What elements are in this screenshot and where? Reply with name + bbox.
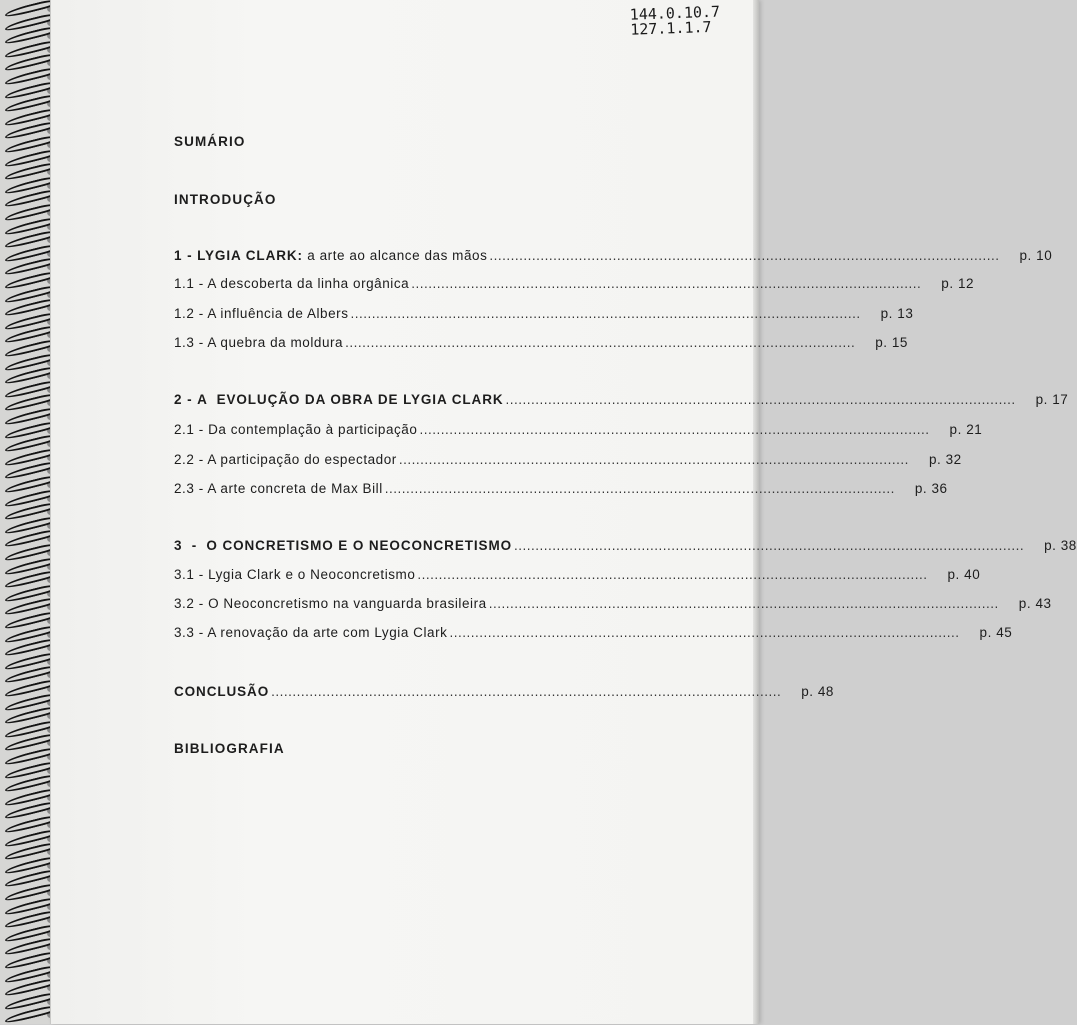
leader-dots: ........................................................................................................................ (345, 335, 856, 350)
section-page: p. 12 (941, 276, 975, 291)
section-page: p. 21 (949, 422, 983, 437)
archive-code-line-1: 144.0.10.7 (629, 2, 721, 24)
chapter-number: 3 (174, 538, 183, 553)
section-label: 3.3 - A renovação da arte com Lygia Clark (174, 625, 448, 640)
section-label: 3.1 - Lygia Clark e o Neoconcretismo (174, 567, 416, 582)
chapter-title-bold: A EVOLUÇÃO DA OBRA DE LYGIA CLARK (197, 392, 504, 407)
chapter-separator: - (182, 248, 198, 263)
section-page: p. 15 (875, 335, 908, 350)
conclusion-page: p. 48 (801, 684, 834, 699)
section-page: p. 13 (880, 306, 914, 321)
toc-section-2-3[interactable] (174, 481, 948, 501)
chapter-page: p. 38 (1044, 538, 1077, 553)
conclusion-label: CONCLUSÃO (174, 684, 270, 699)
leader-dots: ........................................................................................................................ (384, 481, 895, 496)
leader-dots: ........................................................................................................................ (514, 538, 1025, 553)
leader-dots: ........................................................................................................................ (398, 452, 909, 467)
section-label: 2.2 - A participação do espectador (174, 452, 397, 467)
chapter-page: p. 10 (1019, 248, 1053, 263)
section-page: p. 40 (947, 567, 981, 582)
chapter-number: 1 (174, 248, 183, 263)
leader-dots: ........................................................................................................................ (419, 422, 930, 437)
toc-section-1-1[interactable] (174, 276, 975, 296)
section-label: 1.3 - A quebra da moldura (174, 335, 344, 350)
section-label: 3.2 - O Neoconcretismo na vanguarda brasileira (174, 596, 487, 611)
toc-conclusion[interactable] (174, 684, 834, 704)
toc-chapter-2[interactable] (174, 392, 1069, 412)
chapter-title-bold: LYGIA CLARK: (197, 248, 303, 263)
section-label: 2.1 - Da contemplação à participação (174, 422, 418, 437)
leader-dots: ........................................................................................................................ (417, 567, 928, 582)
section-page: p. 32 (928, 452, 962, 467)
leader-dots: ........................................................................................................................ (411, 276, 922, 291)
toc-chapter-3[interactable] (174, 538, 1077, 558)
leader-dots: ........................................................................................................................ (449, 625, 960, 640)
toc-section-1-2[interactable] (174, 306, 914, 326)
toc-section-3-3[interactable] (174, 625, 1013, 645)
chapter-separator: - (182, 392, 198, 407)
chapter-separator: - (182, 538, 207, 553)
chapter-page: p. 17 (1035, 392, 1069, 407)
leader-dots: ........................................................................................................................ (350, 306, 861, 321)
toc-section-1-3[interactable] (174, 335, 908, 355)
leader-dots: ........................................................................................................................ (271, 684, 782, 699)
toc-section-3-2[interactable] (174, 596, 1052, 616)
toc-chapter-1[interactable] (174, 248, 1053, 268)
chapter-number: 2 (174, 392, 183, 407)
toc-heading: SUMÁRIO (174, 134, 246, 149)
archive-code-line-2: 127.1.1.7 (629, 17, 712, 39)
leader-dots: ........................................................................................................................ (489, 248, 1000, 263)
section-label: 1.1 - A descoberta da linha orgânica (174, 276, 410, 291)
toc-bibliography: BIBLIOGRAFIA (174, 741, 285, 756)
toc-section-2-1[interactable] (174, 422, 983, 442)
section-page: p. 43 (1018, 596, 1052, 611)
toc-section-3-1[interactable] (174, 567, 981, 587)
section-page: p. 45 (979, 625, 1013, 640)
section-label: 2.3 - A arte concreta de Max Bill (174, 481, 383, 496)
section-page: p. 36 (914, 481, 948, 496)
section-label: 1.2 - A influência de Albers (174, 306, 349, 321)
toc-introduction: INTRODUÇÃO (174, 192, 277, 207)
toc-section-2-2[interactable] (174, 452, 962, 472)
leader-dots: ........................................................................................................................ (505, 392, 1016, 407)
chapter-title-rest: a arte ao alcance das mãos (302, 248, 488, 263)
chapter-title-bold: O CONCRETISMO E O NEOCONCRETISMO (206, 538, 512, 553)
leader-dots: ........................................................................................................................ (488, 596, 999, 611)
